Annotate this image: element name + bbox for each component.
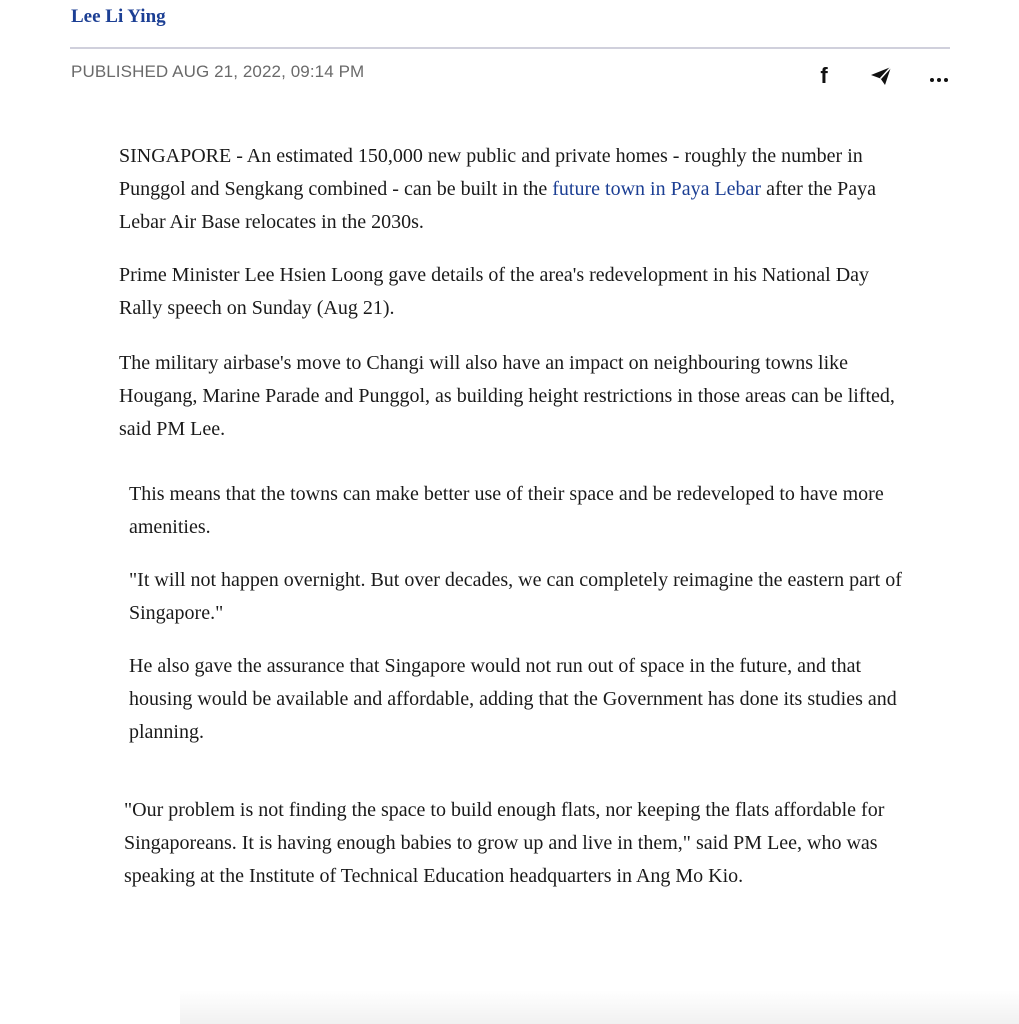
share-facebook-button[interactable] <box>812 64 836 88</box>
bottom-shadow <box>180 990 1019 1024</box>
article-paragraph: "It will not happen overnight. But over decades, we can completely reimagine the eastern part of Singapore." <box>129 569 902 624</box>
article-paragraph: This means that the towns can make better use of their space and be redeveloped to have more amenities. <box>129 483 884 538</box>
article-paragraph: Prime Minister Lee Hsien Loong gave details of the area's redevelopment in his National Day Rally speech on Sunday (Aug 21). <box>119 264 870 319</box>
byline-divider <box>70 47 950 49</box>
paragraph-text: SINGAPORE - An estimated 150,000 new public and private homes - roughly the number in Punggol and Sengkang combined - can be built in the <box>119 145 863 200</box>
share-more-button[interactable] <box>926 64 952 88</box>
share-telegram-button[interactable] <box>868 64 894 88</box>
future-town-link[interactable]: future town in Paya Lebar <box>552 178 762 200</box>
article-paragraph: The military airbase's move to Changi will also have an impact on neighbouring towns like Hougang, Marine Parade and Punggol, as building height restrictions in those areas can be lifted, said PM Lee. <box>119 352 895 440</box>
paragraph-text: after the Paya Lebar Air Base relocates in the 2030s. <box>119 178 877 233</box>
published-timestamp: PUBLISHED AUG 21, 2022, 09:14 PM <box>71 62 365 81</box>
facebook-icon: f <box>820 63 828 88</box>
author-link[interactable]: Lee Li Ying <box>71 6 166 27</box>
more-icon <box>930 78 948 82</box>
article-paragraph: "Our problem is not finding the space to build enough flats, nor keeping the flats affordable for Singaporeans. It is having enough babies to grow up and live in them," said PM Lee, who was speaking at the Institute of Technical Education headquarters in Ang Mo Kio. <box>124 799 885 887</box>
article-paragraph <box>119 140 889 239</box>
article-paragraph: He also gave the assurance that Singapore would not run out of space in the future, and that housing would be available and affordable, adding that the Government has done its studies and planning. <box>129 655 897 743</box>
telegram-icon <box>870 66 892 86</box>
